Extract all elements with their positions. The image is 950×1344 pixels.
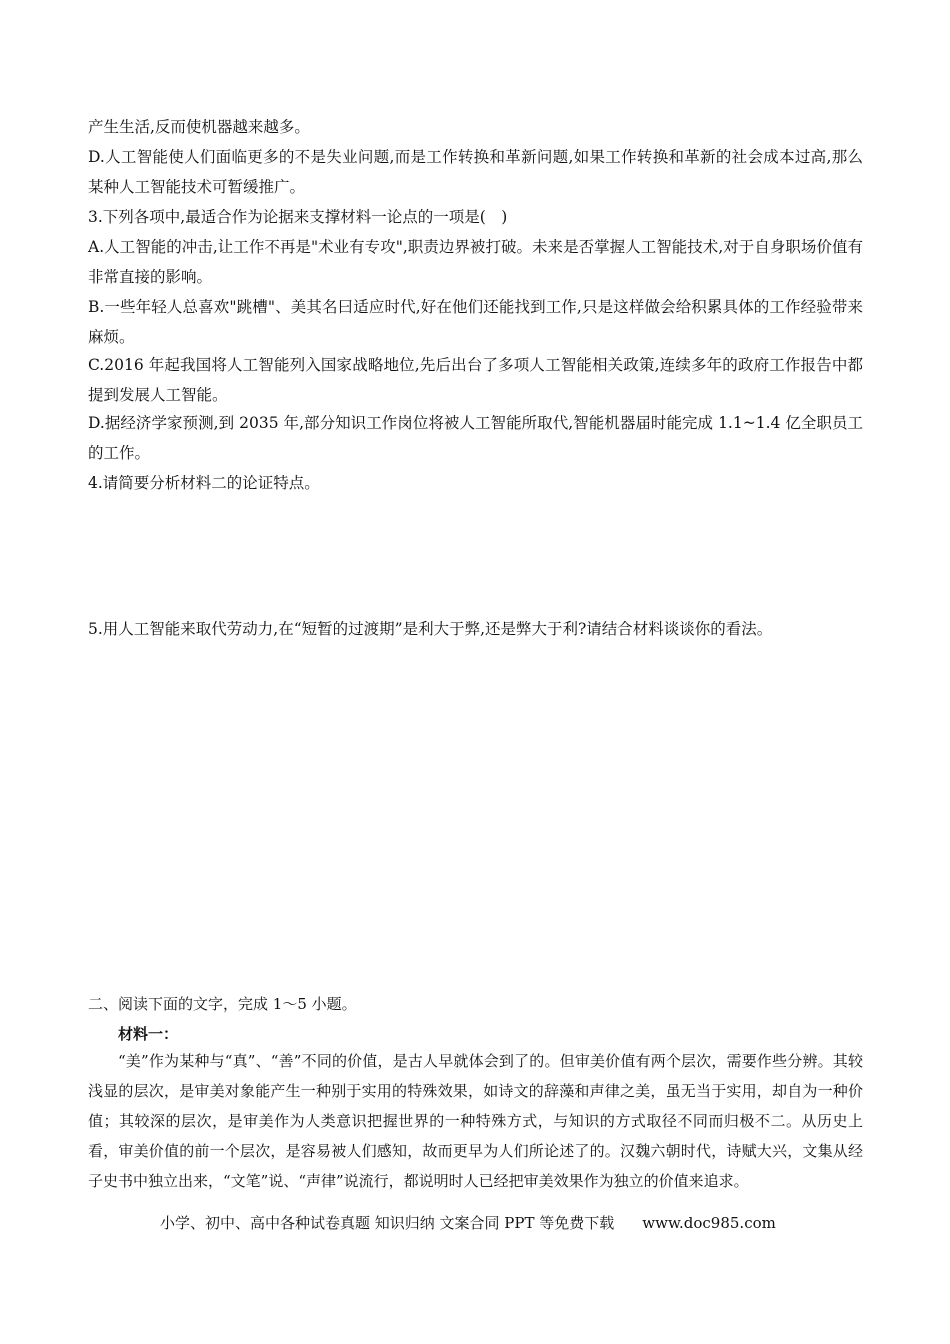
material-one-title: 材料一：: [118, 1025, 179, 1043]
question-3-option-a: A.人工智能的冲击,让工作不再是"术业有专攻",职责边界被打破。未来是否掌握人工智能技术,对于自身职场价值有非常直接的影响。: [88, 238, 863, 286]
question-3: 3.下列各项中,最适合作为论据来支撑材料一论点的一项是( ): [88, 208, 508, 226]
question-3-option-c: C.2016 年起我国将人工智能列入国家战略地位,先后出台了多项人工智能相关政策,连续多年的政府工作报告中都提到发展人工智能。: [88, 356, 863, 404]
material-one-paragraph: “美”作为某种与“真”、“善”不同的价值，是古人早就体会到了的。但审美价值有两个层次，需要作些分辨。其较浅显的层次，是审美对象能产生一种别于实用的特殊效果，如诗文的辞藻和声律之美，虽无当于实用，却自为一种价值；其较深的层次，是审美作为人类意识把握世界的一种特殊方式，与知识的方式取径不同而归极不二。从历史上看，审美价值的前一个层次，是容易被人们感知，故而更早为人们所论述了的。汉魏六朝时代，诗赋大兴，文集从经子史书中独立出来，“文笔”说、“声律”说流行，都说明时人已经把审美效果作为独立的价值来追求。: [88, 1052, 863, 1190]
question-3-option-d: D.据经济学家预测,到 2035 年,部分知识工作岗位将被人工智能所取代,智能机器届时能完成 1.1~1.4 亿全职员工的工作。: [88, 414, 863, 462]
footer-text: 小学、初中、高中各种试卷真题 知识归纳 文案合同 PPT 等免费下载: [160, 1214, 615, 1232]
page-footer: [160, 1210, 860, 1236]
footer-url: www.doc985.com: [642, 1214, 776, 1232]
section-2-heading: 二、阅读下面的文字，完成 1～5 小题。: [88, 995, 357, 1013]
option-c-continuation: 产生生活,反而使机器越来越多。: [88, 118, 310, 136]
question-3-option-b: B.一些年轻人总喜欢"跳槽"、美其名曰适应时代,好在他们还能找到工作,只是这样做会给积累具体的工作经验带来麻烦。: [88, 298, 863, 346]
question-4: 4.请简要分析材料二的论证特点。: [88, 474, 320, 492]
option-d: D.人工智能使人们面临更多的不是失业问题,而是工作转换和革新问题,如果工作转换和革新的社会成本过高,那么某种人工智能技术可暂缓推广。: [88, 148, 863, 196]
question-5: 5.用人工智能来取代劳动力,在“短暂的过渡期”是利大于弊,还是弊大于利?请结合材料谈谈你的看法。: [88, 620, 773, 638]
